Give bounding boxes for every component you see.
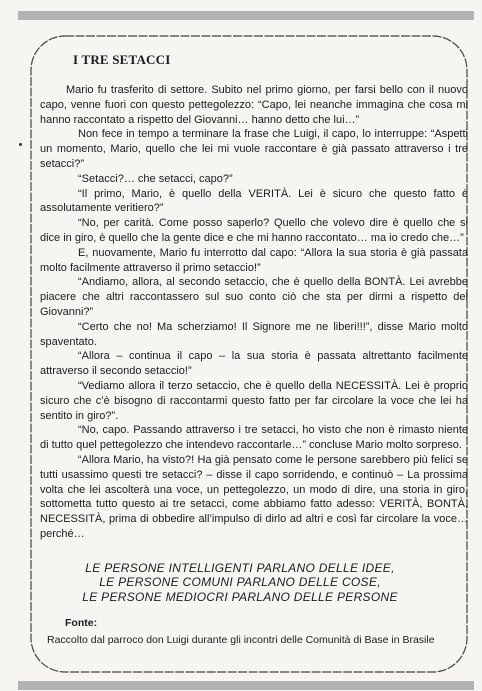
paragraph: “Vediamo allora il terzo setaccio, che è quello della NECESSITÀ. Lei è proprio sicuro che c’è bisogno di raccontarmi questo fatto per far circolare la voce che lei ha sentito in giro?”.: [40, 379, 468, 422]
margin-dot: [19, 143, 22, 146]
top-gray-bar: [18, 11, 474, 20]
source-block: [40, 617, 468, 646]
bottom-gray-bar: [18, 681, 474, 690]
paragraph: “Allora – continua il capo – la sua storia è passata altrettanto facilmente attraverso il secondo setaccio!”: [40, 350, 468, 378]
quote-line: LE PERSONE COMUNI PARLANO DELLE COSE,: [99, 575, 381, 590]
paragraph: “Il primo, Mario, è quello della VERITÀ. Lei è sicuro che questo fatto è assolutamente veritiero?”: [40, 187, 468, 215]
story-content: [40, 51, 468, 646]
paragraph: Non fece in tempo a terminare la frase che Luigi, il capo, lo interruppe: “Aspetti un momento, Mario, quello che lei mi vuole raccontare è già passato attraverso i tre setacci?”: [40, 128, 468, 170]
quote-line: LE PERSONE INTELLIGENTI PARLANO DELLE IDEE,: [85, 560, 395, 575]
paragraph: “No, capo. Passando attraverso i tre setacci, ho visto che non è rimasto niente di tutto quel pettegolezzo che intendevo raccontarle…” concluse Mario molto sorpreso.: [40, 424, 468, 452]
paragraph: Mario fu trasferito di settore. Subito nel primo giorno, per farsi bello con il nuovo capo, venne fuori con questo pettegolezzo: “Capo, lei neanche immagina che cosa mi hanno raccontato a rispetto del Giovanni… hanno detto che lui…”: [40, 84, 468, 126]
source-label: Fonte:: [65, 617, 98, 630]
closing-quote: [40, 561, 468, 605]
paragraph: “Andiamo, allora, al secondo setaccio, che è quello della BONTÀ. Lei avrebbe piacere che altri raccontassero sul suo conto ciò che sta per dirmi a rispetto del Giovanni?”: [40, 276, 468, 318]
paragraph: E, nuovamente, Mario fu interrotto dal capo: “Allora la sua storia è già passata molto facilmente attraverso il primo setaccio!”: [40, 246, 468, 274]
paragraph: “Allora Mario, ha visto?! Ha già pensato come le persone sarebbero più felici se tutti usassimo questi tre setacci? – disse il capo sorridendo, e continuò – La prossima volta che lei ascolterà una voce, un pettegolezzo, un modo di dire, una storia in giro, sottometta tutto questo ai tre setacci, come abbiamo fatto adesso: VERITÀ, BONTÀ, NECESSITÀ, prima di obbedire all’impulso di dirlo ad altri e così far circolare la voce… perché…: [40, 453, 468, 540]
paragraph: “Setacci?… che setacci, capo?”: [78, 172, 233, 185]
paragraph: “Certo che no! Ma scherziamo! Il Signore me ne liberi!!!”, disse Mario molto spaventato.: [40, 320, 468, 348]
story-text: [40, 83, 468, 542]
quote-line: LE PERSONE MEDIOCRI PARLANO DELLE PERSONE: [82, 589, 398, 604]
page-title: I TRE SETACCI: [73, 52, 171, 67]
paragraph: “No, per carità. Come posso saperlo? Quello che volevo dire è quello che si dice in giro, è quello che la gente dice e che mi hanno raccontato… ma io credo che…”: [40, 217, 468, 244]
source-text: Raccolto dal parroco don Luigi durante gli incontri delle Comunità di Base in Brasile: [47, 634, 435, 647]
